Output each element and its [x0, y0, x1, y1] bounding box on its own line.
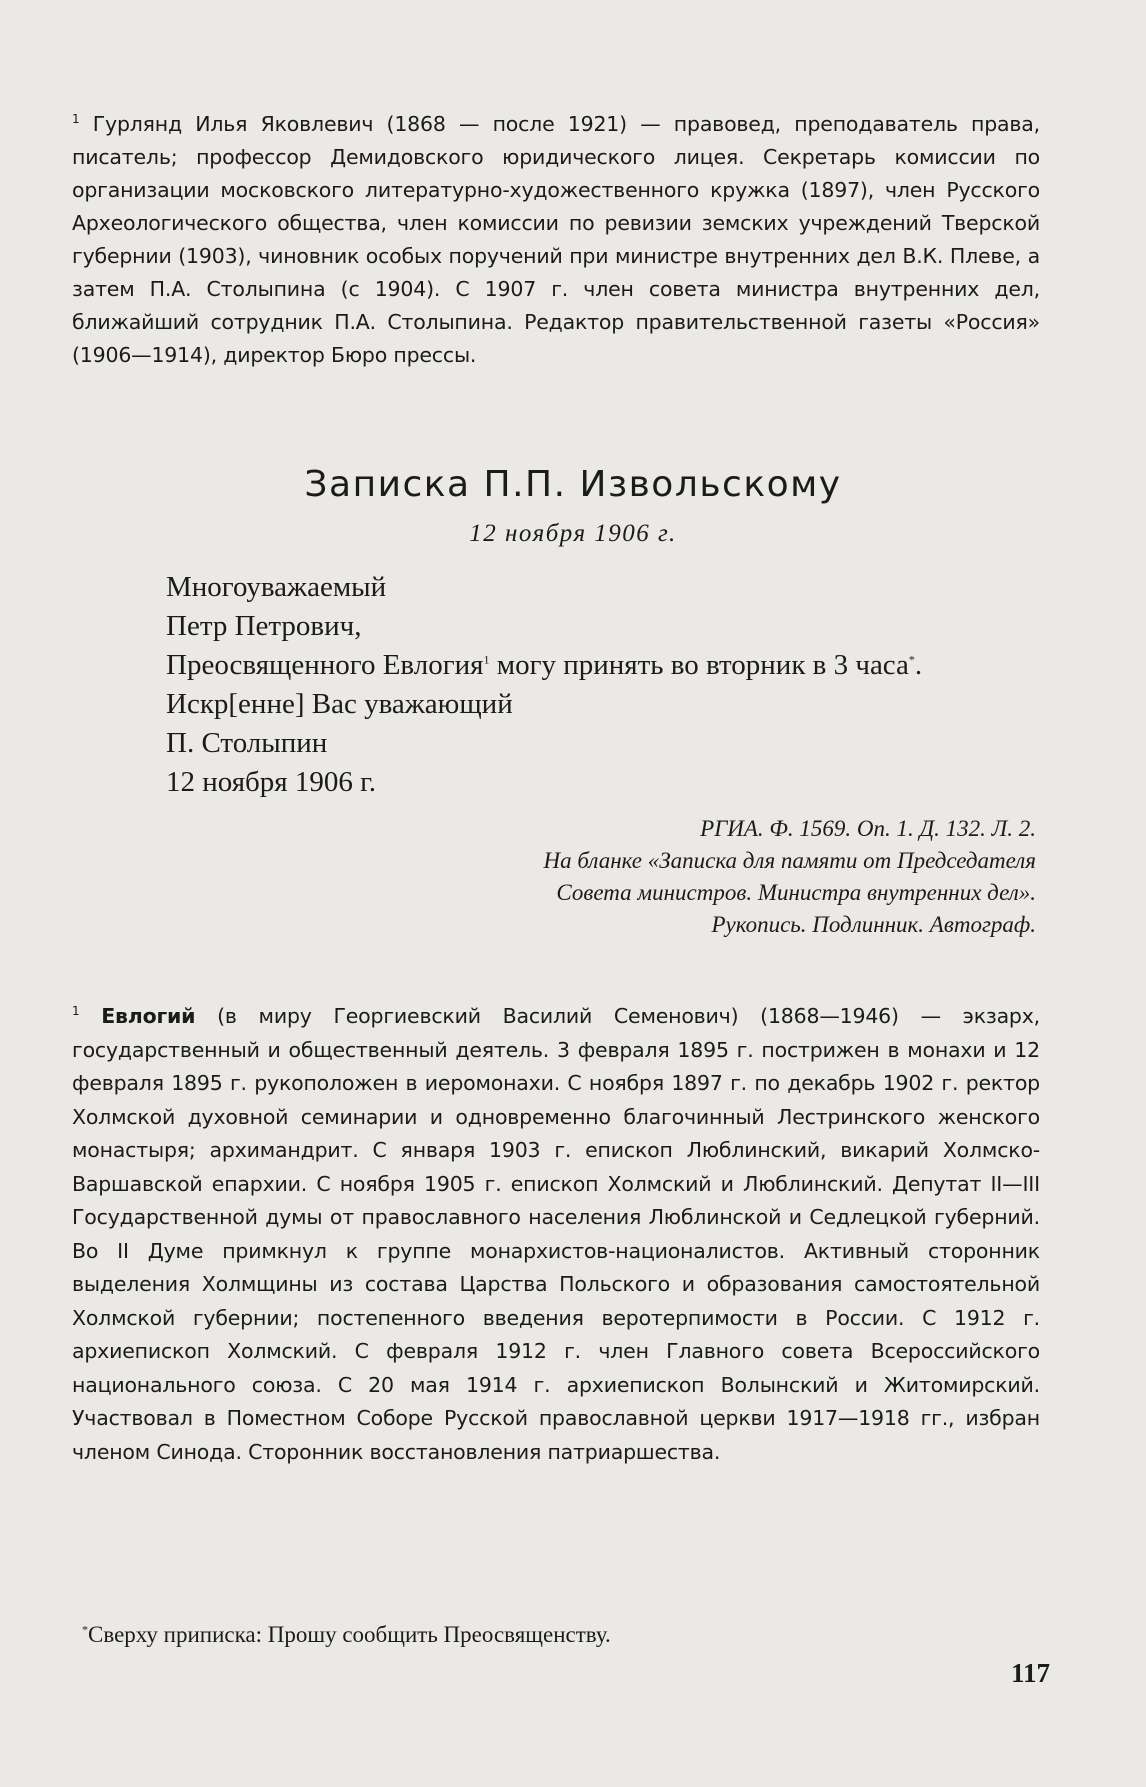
footnote-evlogiy	[72, 1000, 1040, 1469]
asterisk-note	[82, 1622, 611, 1648]
footnote-gurlyand	[72, 108, 1040, 372]
source-line: РГИА. Ф. 1569. Оп. 1. Д. 132. Л. 2.	[700, 816, 1036, 841]
footnote-text: Гурлянд Илья Яковлевич (1868 — после 1921) — правовед, преподаватель права, писатель; профессор Демидовского юридического лицея. Секретарь комиссии по организации московского литературно-художественного кружка (1897), член Русского Археологического общества, член комиссии по ревизии земских учреждений Тверской губернии (1903), чиновник особых поручений при министре внутренних дел В.К. Плеве, а затем П.А. Столыпина (с 1904). С 1907 г. член совета министра внутренних дел, ближайший сотрудник П.А. Столыпина. Редактор правительственной газеты «Россия» (1906—1914), директор Бюро прессы.	[72, 112, 1040, 367]
page-number: 117	[1010, 1658, 1050, 1688]
footnote-text: (в миру Георгиевский Василий Семенович) (1868—1946) — экзарх, государственный и общественный деятель. 3 февраля 1895 г. пострижен в монахи и 12 февраля 1895 г. рукоположен в иеромонахи. С ноября 1897 г. по декабрь 1902 г. ректор Холмской духовной семинарии и одновременно благочинный Лестринского женского монастыря; архимандрит. С января 1903 г. епископ Люблинский, викарий Холмско-Варшавской епархии. С ноября 1905 г. епископ Холмский и Люблинский. Депутат II—III Государственной думы от православного населения Люблинской и Седлецкой губерний. Во II Думе примкнул к группе монархистов-националистов. Активный сторонник выделения Холмщины из состава Царства Польского и образования самостоятельной Холмской губернии; постепенного введения веротерпимости в России. С 1912 г. архиепископ Холмский. С февраля 1912 г. член Главного совета Всероссийского национального союза. С 20 мая 1914 г. архиепископ Волынский и Житомирский. Участвовал в Поместном Соборе Русской православной церкви 1917—1918 гг., избран членом Синода. Сторонник восстановления патриаршества.	[72, 1004, 1040, 1464]
message-part: Преосвященного Евлогия	[166, 649, 484, 681]
source-line: Совета министров. Министра внутренних дел».	[556, 880, 1036, 905]
asterisk-marker: *	[82, 1622, 88, 1637]
letter-salutation: Многоуважаемый	[166, 571, 387, 603]
letter-closing: Искр[енне] Вас уважающий	[166, 688, 513, 720]
letter-addressee: Петр Петрович,	[166, 610, 362, 642]
source-line: На бланке «Записка для памяти от Председателя	[543, 848, 1036, 873]
source-line: Рукопись. Подлинник. Автограф.	[711, 912, 1036, 937]
footnote-marker: 1	[72, 112, 80, 127]
message-part: могу принять во вторник в 3 часа	[489, 649, 909, 681]
asterisk-ref: *	[908, 652, 915, 667]
document-title: Записка П.П. Извольскому	[304, 464, 842, 505]
footnote-marker: 1	[72, 1004, 80, 1019]
letter-signature: П. Столыпин	[166, 727, 328, 759]
letter-date: 12 ноября 1906 г.	[166, 766, 377, 798]
archival-source	[544, 813, 1036, 941]
footnote-ref: 1	[483, 652, 490, 667]
document-date: 12 ноября 1906 г.	[469, 520, 677, 547]
asterisk-note-text: Сверху приписка: Прошу сообщить Преосвященству.	[88, 1622, 611, 1647]
letter-body	[166, 568, 922, 802]
message-part: .	[914, 649, 923, 681]
letter-message	[166, 646, 922, 685]
footnote-name: Евлогий	[101, 1004, 196, 1028]
